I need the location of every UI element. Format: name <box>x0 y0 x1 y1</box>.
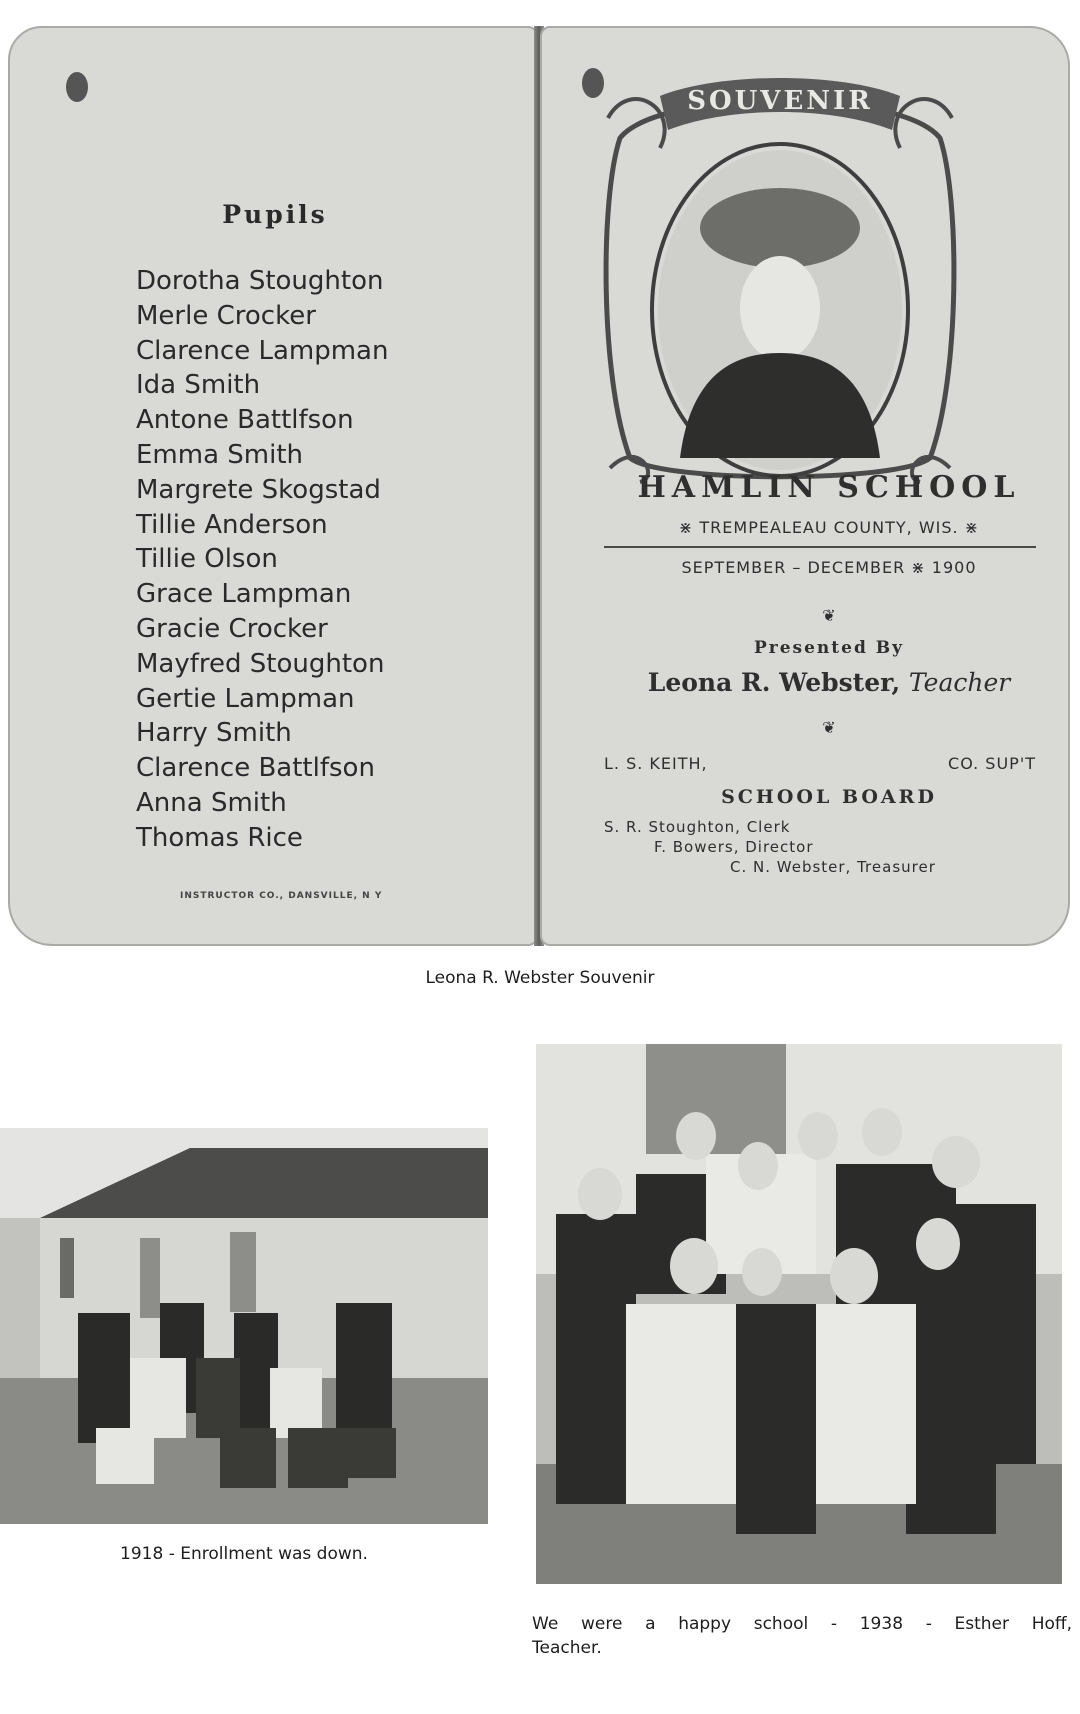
ornament-icon: ⋇ <box>958 518 980 537</box>
pupil-name: Tillie Olson <box>136 544 278 575</box>
county-line: ⋇ TREMPEALEAU COUNTY, WIS. ⋇ <box>678 518 980 537</box>
pupil-name: Thomas Rice <box>136 822 303 853</box>
souvenir-caption: Leona R. Webster Souvenir <box>425 968 655 988</box>
leaf-ornament-icon: ❦ <box>822 606 836 625</box>
pupil-name: Clarence Battlfson <box>136 753 375 784</box>
publisher-imprint: INSTRUCTOR CO., DANSVILLE, N Y <box>180 891 383 901</box>
pupil-name: Anna Smith <box>136 787 287 818</box>
pupil-name: Clarence Lampman <box>136 335 389 366</box>
pupil-list <box>136 264 388 856</box>
school-board-heading: SCHOOL BOARD <box>721 786 937 808</box>
divider <box>604 546 1036 548</box>
punch-hole <box>66 72 88 102</box>
pupil-name: Grace Lampman <box>136 579 352 610</box>
pupils-heading: Pupils <box>222 200 328 229</box>
cover-page <box>540 26 1070 946</box>
teacher-line: Leona R. Webster, Teacher <box>647 668 1011 697</box>
pupil-name: Emma Smith <box>136 439 304 470</box>
term-dates: SEPTEMBER – DECEMBER ⋇ 1900 <box>681 558 977 577</box>
pupil-name: Gracie Crocker <box>136 613 328 644</box>
caption-1938-line2: Teacher. <box>532 1638 602 1658</box>
photo-1938 <box>536 1044 1062 1584</box>
souvenir-banner: SOUVENIR <box>687 86 873 116</box>
leaf-ornament-icon: ❦ <box>822 718 836 737</box>
caption-1918: 1918 - Enrollment was down. <box>120 1544 368 1564</box>
souvenir-booklet <box>8 26 1070 946</box>
pupil-name: Tillie Anderson <box>136 509 328 540</box>
pupil-name: Gertie Lampman <box>136 683 355 714</box>
school-name: HAMLIN SCHOOL <box>637 470 1021 505</box>
photo-1918 <box>0 1128 488 1524</box>
pupil-name: Merle Crocker <box>136 300 316 331</box>
ornament-icon: ⋇ <box>905 558 932 577</box>
pupils-page <box>8 26 538 946</box>
pupil-name: Harry Smith <box>136 718 292 749</box>
presented-by: Presented By <box>753 638 905 658</box>
portrait-frame <box>600 78 960 486</box>
pupil-name: Ida Smith <box>136 370 261 401</box>
ornament-icon: ⋇ <box>678 518 700 537</box>
superintendent-row: L. S. KEITH, CO. SUP'T <box>604 754 1036 773</box>
board-member: C. N. Webster, Treasurer <box>730 858 936 876</box>
pupil-name: Antone Battlfson <box>136 405 354 436</box>
board-member: S. R. Stoughton, Clerk <box>604 818 791 836</box>
pupil-name: Dorotha Stoughton <box>136 266 384 296</box>
board-member: F. Bowers, Director <box>654 838 814 856</box>
caption-1938-line1: We were a happy school - 1938 - Esther Hoff, <box>532 1614 1072 1634</box>
pupil-name: Margrete Skogstad <box>136 474 381 505</box>
pupil-name: Mayfred Stoughton <box>136 648 385 679</box>
